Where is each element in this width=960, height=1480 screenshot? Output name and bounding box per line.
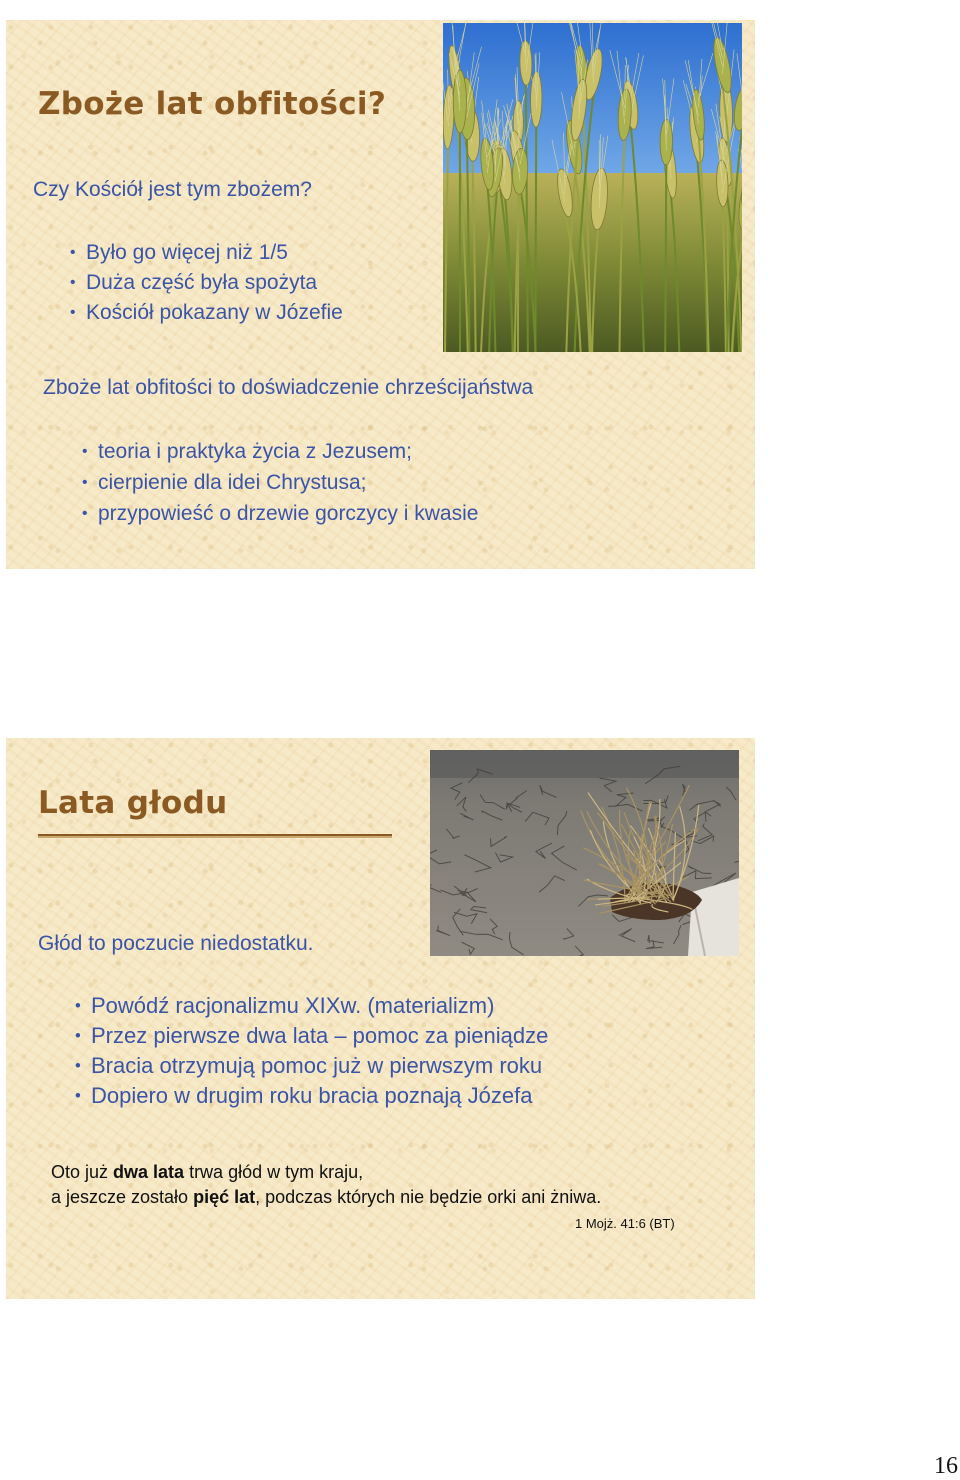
list-item: • przypowieść o drzewie gorczycy i kwasie [82,498,478,529]
bullet-icon: • [82,505,88,522]
bullet-icon: • [70,274,76,291]
bullet-icon: • [70,244,76,261]
quote-line-2: a jeszcze zostało pięć lat, podczas których nie będzie orki ani żniwa. [51,1187,602,1207]
slide-subtitle: Głód to poczucie niedostatku. [38,932,314,955]
bullet-list [75,991,548,1111]
slide-title: Zboże lat obfitości? [38,86,387,122]
slide-abundance [6,20,755,569]
list-item: • Powódź racjonalizmu XIXw. (materializm) [75,991,548,1021]
slide-famine [6,738,755,1299]
quote-line-1: Oto już dwa lata trwa głód w tym kraju, [51,1162,364,1182]
list-item: • cierpienie dla idei Chrystusa; [82,467,478,498]
bullet-icon: • [82,474,88,491]
bullet-icon: • [75,1057,81,1075]
bullet-icon: • [75,1027,81,1045]
slide-subtitle: Czy Kościół jest tym zbożem? [33,178,312,201]
bullet-list-1 [70,238,343,328]
quote-reference: 1 Mojż. 41:6 (BT) [575,1216,675,1231]
bullet-icon: • [70,304,76,321]
list-item: • teoria i praktyka życia z Jezusem; [82,436,478,467]
bullet-icon: • [75,997,81,1015]
bullet-icon: • [82,443,88,460]
list-item: • Dopiero w drugim roku bracia poznają Józefa [75,1081,548,1111]
list-item: • Kościół pokazany w Józefie [70,298,343,328]
slide-title: Lata głodu [38,785,228,821]
list-item: • Przez pierwsze dwa lata – pomoc za pieniądze [75,1021,548,1051]
page-number: 16 [934,1453,958,1479]
section-heading: Zboże lat obfitości to doświadczenie chrześcijaństwa [43,376,534,399]
list-item: • Było go więcej niż 1/5 [70,238,343,268]
bullet-icon: • [75,1087,81,1105]
bullet-list-2 [82,436,478,529]
title-underline [38,834,392,836]
wheat-field-photo [443,23,742,352]
list-item: • Duża część była spożyta [70,268,343,298]
list-item: • Bracia otrzymują pomoc już w pierwszym roku [75,1051,548,1081]
drought-hand-photo [430,750,739,956]
